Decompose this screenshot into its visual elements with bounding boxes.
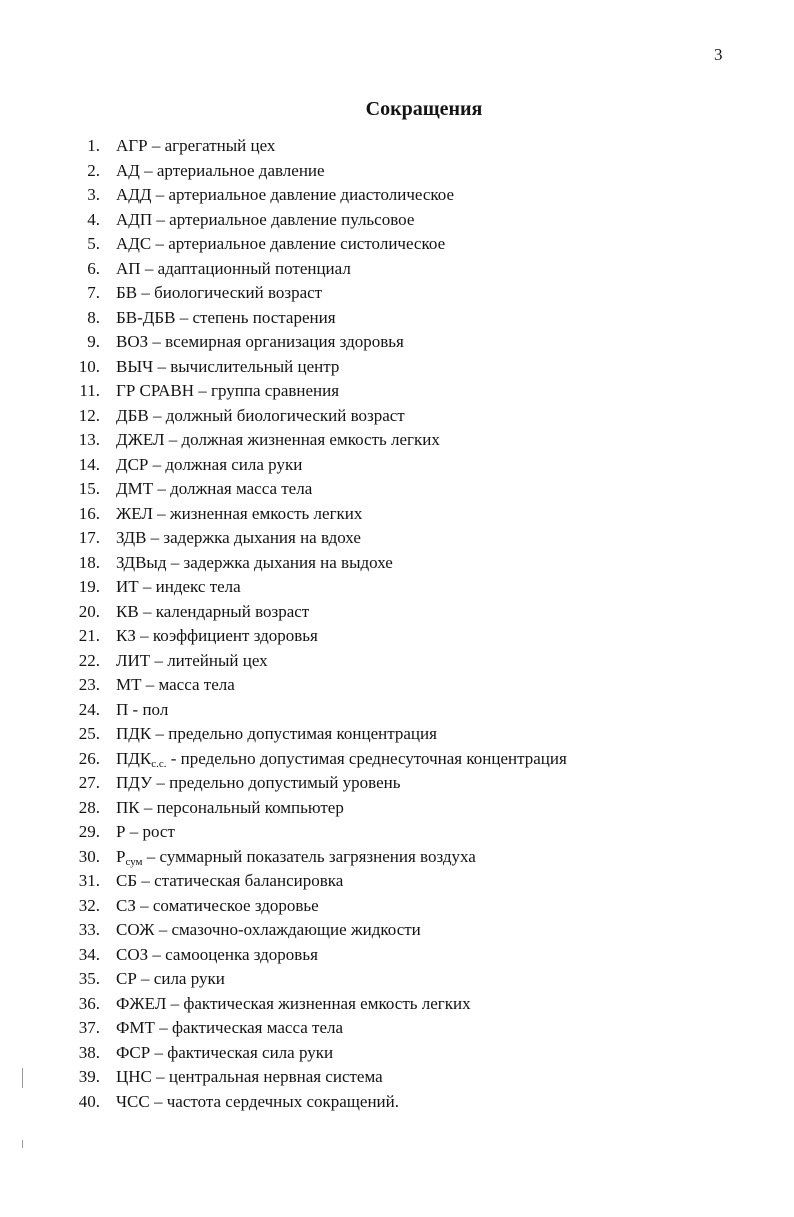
item-text: [116, 1041, 333, 1066]
item-separator: –: [140, 258, 158, 278]
item-number: 29.: [78, 822, 100, 841]
item-definition: статическая балансировка: [154, 871, 344, 890]
list-item: [0, 208, 794, 233]
list-item: [0, 477, 794, 502]
item-abbreviation: ЖЕЛ: [116, 503, 153, 523]
list-item: [0, 722, 794, 747]
item-definition: коэффициент здоровья: [152, 626, 318, 645]
item-number: 26.: [78, 748, 100, 768]
item-number: 31.: [78, 871, 100, 890]
list-item: [0, 502, 794, 527]
item-abbreviation: ФЖЕЛ: [116, 993, 167, 1013]
item-text: [116, 453, 302, 478]
item-separator: –: [175, 307, 193, 327]
item-definition: вычислительный центр: [170, 356, 340, 376]
item-abbreviation: ЧСС: [116, 1091, 150, 1111]
item-abbreviation-subscript: с.с.: [151, 757, 167, 770]
list-item: [0, 845, 794, 870]
item-abbreviation: СОЖ: [116, 920, 155, 939]
list-item: [0, 1016, 794, 1041]
item-separator: –: [154, 920, 172, 939]
item-number: 6.: [87, 258, 100, 278]
item-separator: –: [151, 234, 169, 253]
item-definition: артериальное давление пульсовое: [169, 209, 415, 229]
abbreviation-list: [0, 134, 794, 1114]
item-text: [116, 869, 343, 894]
item-separator: –: [148, 332, 166, 351]
item-definition: предельно допустимая концентрация: [168, 724, 437, 743]
item-text: [116, 526, 361, 551]
item-separator: –: [150, 650, 168, 670]
list-item: [0, 134, 794, 159]
item-text: [116, 551, 393, 576]
item-number: 36.: [78, 993, 100, 1013]
item-separator: –: [147, 136, 165, 155]
list-item: [0, 796, 794, 821]
item-separator: –: [142, 846, 160, 866]
item-separator: –: [138, 577, 156, 596]
list-item: [0, 992, 794, 1017]
item-definition: степень постарения: [192, 307, 336, 327]
item-text: [116, 918, 421, 943]
item-separator: –: [149, 1091, 167, 1111]
item-number: 16.: [78, 503, 100, 523]
item-abbreviation: КЗ: [116, 626, 136, 645]
item-separator: –: [148, 405, 166, 425]
item-definition: задержка дыхания на вдохе: [163, 528, 361, 547]
item-number: 17.: [78, 528, 100, 547]
item-definition: должный биологический возраст: [165, 405, 405, 425]
item-definition: масса тела: [158, 675, 235, 694]
item-text: [116, 575, 241, 600]
item-abbreviation: ВОЗ: [116, 332, 149, 351]
item-number: 21.: [78, 626, 100, 645]
item-number: 27.: [78, 773, 100, 792]
item-text: [116, 1090, 399, 1115]
item-abbreviation: П: [116, 699, 129, 719]
list-item: [0, 551, 794, 576]
item-definition: предельно допустимая среднесуточная концентрация: [180, 748, 567, 768]
item-text: [116, 698, 168, 723]
item-number: 32.: [78, 895, 100, 915]
item-separator: –: [153, 479, 171, 498]
item-number: 37.: [78, 1018, 100, 1037]
item-separator: –: [141, 675, 159, 694]
item-separator: –: [166, 552, 184, 572]
item-separator: –: [148, 944, 166, 964]
item-abbreviation: ЛИТ: [116, 650, 151, 670]
scan-margin-mark: [22, 1140, 23, 1148]
item-number: 11.: [79, 381, 100, 400]
item-definition: должная масса тела: [170, 479, 313, 498]
list-item: [0, 183, 794, 208]
item-abbreviation: АП: [116, 258, 141, 278]
item-separator: –: [146, 528, 164, 547]
item-separator: –: [137, 871, 155, 890]
item-definition: задержка дыхания на выдохе: [183, 552, 393, 572]
list-item: [0, 355, 794, 380]
item-definition: предельно допустимый уровень: [169, 773, 401, 792]
item-text: [116, 624, 318, 649]
list-item: [0, 232, 794, 257]
page-number: 3: [714, 45, 723, 64]
item-definition: адаптационный потенциал: [157, 258, 351, 278]
item-separator: -: [128, 699, 143, 719]
item-separator: –: [151, 185, 169, 204]
item-abbreviation: АДП: [116, 209, 153, 229]
list-item: [0, 428, 794, 453]
item-text: [116, 1016, 343, 1041]
item-number: 30.: [78, 846, 100, 866]
list-item: [0, 330, 794, 355]
item-separator: –: [152, 503, 170, 523]
item-definition: суммарный показатель загрязнения воздуха: [159, 846, 476, 866]
item-separator: –: [137, 283, 155, 302]
item-number: 15.: [78, 479, 100, 498]
item-number: 19.: [78, 577, 100, 596]
list-item: [0, 379, 794, 404]
item-abbreviation: АД: [116, 160, 140, 180]
item-definition: индекс тела: [155, 577, 241, 596]
item-abbreviation: АГР: [116, 136, 148, 155]
list-item: [0, 575, 794, 600]
item-definition: фактическая сила руки: [167, 1042, 334, 1062]
list-item: [0, 159, 794, 184]
list-item: [0, 306, 794, 331]
item-abbreviation: АДД: [116, 185, 152, 204]
list-item: [0, 673, 794, 698]
item-number: 25.: [78, 724, 100, 743]
item-abbreviation: ГР СРАВН: [116, 381, 195, 400]
item-definition: группа сравнения: [211, 381, 340, 400]
list-item: [0, 257, 794, 282]
item-text: [116, 992, 471, 1017]
scan-margin-mark: [22, 1068, 23, 1088]
item-text: [116, 379, 339, 404]
item-definition: самооценка здоровья: [165, 944, 318, 964]
item-definition: пол: [142, 699, 169, 719]
item-definition: фактическая масса тела: [171, 1018, 344, 1037]
list-item: [0, 281, 794, 306]
item-text: [116, 722, 437, 747]
list-item: [0, 1090, 794, 1115]
item-separator: –: [166, 993, 184, 1013]
item-separator: –: [136, 969, 154, 988]
item-text: [116, 747, 567, 772]
item-separator: -: [166, 748, 181, 768]
list-item: [0, 820, 794, 845]
item-text: [116, 183, 454, 208]
item-definition: центральная нервная система: [168, 1067, 383, 1086]
item-abbreviation: ЗДВыд: [116, 552, 167, 572]
item-text: [116, 796, 344, 821]
item-abbreviation: КВ: [116, 601, 139, 621]
item-separator: –: [152, 209, 170, 229]
item-abbreviation: Р: [116, 846, 126, 866]
item-text: [116, 967, 225, 992]
item-text: [116, 1065, 383, 1090]
item-number: 20.: [78, 601, 100, 621]
item-abbreviation-subscript: сум: [125, 855, 143, 868]
item-text: [116, 502, 362, 527]
item-abbreviation: ПДУ: [116, 773, 153, 792]
item-number: 2.: [87, 160, 100, 180]
item-definition: частота сердечных сокращений.: [166, 1091, 399, 1111]
item-abbreviation: Р: [116, 822, 126, 841]
item-definition: должная жизненная емкость легких: [181, 430, 440, 449]
item-abbreviation: ИТ: [116, 577, 139, 596]
item-abbreviation: СОЗ: [116, 944, 149, 964]
item-text: [116, 306, 336, 331]
item-separator: –: [194, 381, 212, 400]
list-item: [0, 918, 794, 943]
item-separator: –: [151, 724, 169, 743]
item-abbreviation: ПДК: [116, 748, 152, 768]
item-separator: –: [150, 1042, 168, 1062]
item-text: [116, 771, 401, 796]
item-abbreviation: ЗДВ: [116, 528, 147, 547]
item-number: 1.: [87, 136, 100, 155]
item-number: 3.: [87, 185, 100, 204]
item-text: [116, 673, 235, 698]
list-item: [0, 600, 794, 625]
list-item: [0, 649, 794, 674]
item-definition: литейный цех: [167, 650, 268, 670]
item-separator: –: [153, 356, 171, 376]
item-text: [116, 845, 476, 870]
item-definition: смазочно-охлаждающие жидкости: [171, 920, 421, 939]
item-definition: агрегатный цех: [164, 136, 276, 155]
item-text: [116, 600, 309, 625]
item-text: [116, 281, 322, 306]
item-number: 34.: [78, 944, 100, 964]
list-item: [0, 943, 794, 968]
item-number: 28.: [78, 797, 100, 817]
item-number: 23.: [78, 675, 100, 694]
item-number: 33.: [78, 920, 100, 939]
item-abbreviation: СЗ: [116, 895, 136, 915]
item-text: [116, 159, 325, 184]
item-definition: рост: [142, 822, 175, 841]
item-abbreviation: ДЖЕЛ: [116, 430, 165, 449]
item-abbreviation: ДМТ: [116, 479, 154, 498]
list-item: [0, 453, 794, 478]
item-separator: –: [135, 626, 153, 645]
list-item: [0, 404, 794, 429]
item-definition: жизненная емкость легких: [169, 503, 363, 523]
list-item: [0, 747, 794, 772]
item-number: 14.: [78, 454, 100, 474]
item-text: [116, 943, 318, 968]
item-abbreviation: ДСР: [116, 454, 149, 474]
item-text: [116, 649, 268, 674]
item-abbreviation: БВ: [116, 283, 138, 302]
item-separator: –: [164, 430, 182, 449]
list-item: [0, 869, 794, 894]
list-item: [0, 1041, 794, 1066]
item-abbreviation: ДБВ: [116, 405, 149, 425]
item-number: 24.: [78, 699, 100, 719]
item-text: [116, 208, 414, 233]
item-separator: –: [151, 1067, 169, 1086]
item-definition: фактическая жизненная емкость легких: [183, 993, 471, 1013]
item-number: 22.: [78, 650, 100, 670]
item-definition: артериальное давление систолическое: [168, 234, 446, 253]
list-item: [0, 771, 794, 796]
item-definition: всемирная организация здоровья: [165, 332, 404, 351]
item-separator: –: [154, 1018, 172, 1037]
list-item: [0, 698, 794, 723]
item-text: [116, 257, 351, 282]
item-definition: сила руки: [153, 969, 225, 988]
item-number: 9.: [87, 332, 100, 351]
item-text: [116, 428, 440, 453]
item-number: 18.: [78, 552, 100, 572]
item-separator: –: [139, 160, 157, 180]
item-text: [116, 232, 445, 257]
list-item: [0, 967, 794, 992]
item-text: [116, 330, 404, 355]
item-separator: –: [139, 797, 157, 817]
item-number: 8.: [87, 307, 100, 327]
item-separator: –: [152, 773, 170, 792]
item-definition: персональный компьютер: [156, 797, 344, 817]
item-definition: должная сила руки: [165, 454, 303, 474]
item-abbreviation: СР: [116, 969, 137, 988]
list-item: [0, 526, 794, 551]
item-number: 12.: [78, 405, 100, 425]
item-text: [116, 894, 319, 919]
item-text: [116, 355, 339, 380]
item-abbreviation: ЦНС: [116, 1067, 152, 1086]
page-title: Сокращения: [365, 98, 483, 120]
item-number: 40.: [78, 1091, 100, 1111]
item-abbreviation: СБ: [116, 871, 138, 890]
item-number: 13.: [78, 430, 100, 449]
item-definition: биологический возраст: [154, 283, 323, 302]
item-abbreviation: БВ-ДБВ: [116, 307, 176, 327]
list-item: [0, 894, 794, 919]
item-abbreviation: АДС: [116, 234, 152, 253]
item-number: 4.: [87, 209, 100, 229]
list-item: [0, 1065, 794, 1090]
item-number: 5.: [87, 234, 100, 253]
item-abbreviation: ВЫЧ: [116, 356, 154, 376]
item-number: 7.: [87, 283, 100, 302]
item-separator: –: [135, 895, 153, 915]
item-abbreviation: МТ: [116, 675, 142, 694]
item-definition: артериальное давление: [156, 160, 325, 180]
item-abbreviation: ПК: [116, 797, 140, 817]
item-abbreviation: ПДК: [116, 724, 152, 743]
item-text: [116, 404, 405, 429]
item-separator: –: [148, 454, 166, 474]
item-number: 39.: [78, 1067, 100, 1086]
item-separator: –: [138, 601, 156, 621]
item-definition: календарный возраст: [155, 601, 310, 621]
item-number: 35.: [78, 969, 100, 988]
item-separator: –: [125, 822, 143, 841]
list-item: [0, 624, 794, 649]
item-text: [116, 820, 175, 845]
item-number: 38.: [78, 1042, 100, 1062]
item-text: [116, 134, 275, 159]
item-abbreviation: ФМТ: [116, 1018, 155, 1037]
item-text: [116, 477, 312, 502]
item-number: 10.: [78, 356, 100, 376]
item-definition: соматическое здоровье: [152, 895, 319, 915]
item-abbreviation: ФСР: [116, 1042, 151, 1062]
item-definition: артериальное давление диастолическое: [168, 185, 455, 204]
